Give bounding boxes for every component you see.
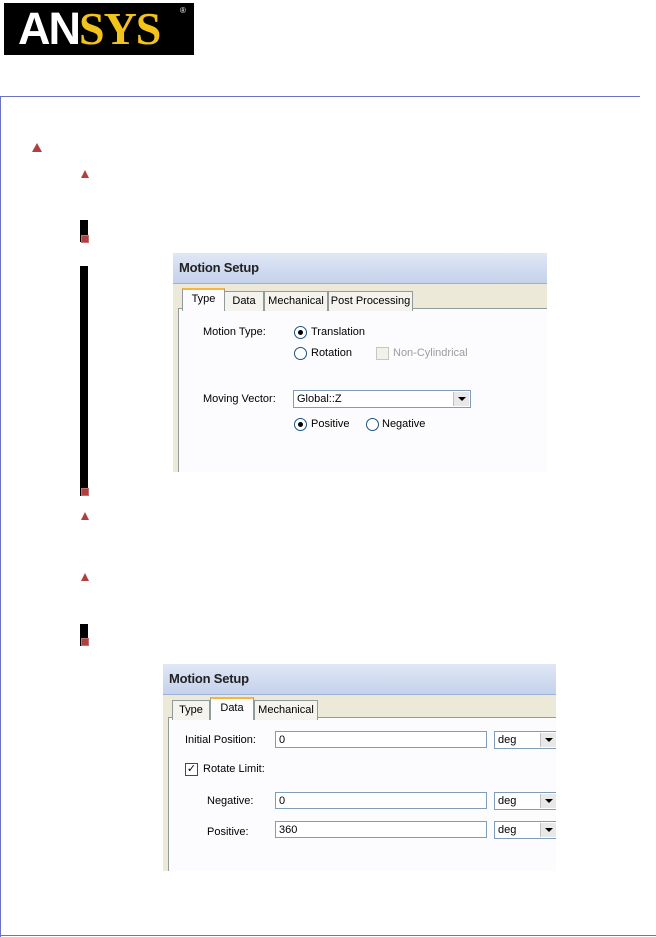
positive-limit-field[interactable]: 360 [275,821,487,838]
positive-label: Positive [311,418,350,430]
dialog-titlebar [173,253,547,284]
unit-value: deg [498,795,517,807]
negative-label: Negative [382,418,426,430]
non-cylindrical-label: Non-Cylindrical [393,347,468,359]
tab-data[interactable]: Data [224,291,264,311]
chevron-down-icon[interactable] [540,823,556,837]
positive-limit-label: Positive: [207,826,249,838]
negative-limit-field[interactable]: 0 [275,792,487,809]
tab-mechanical[interactable]: Mechanical [264,291,328,311]
logo-wordmark: ANSYS [18,3,161,54]
initial-position-unit-select[interactable] [494,731,556,749]
bullet-icon [81,512,89,520]
negative-radio[interactable] [366,418,379,431]
dialog-title: Motion Setup [179,260,259,275]
registered-mark: ® [180,6,186,15]
positive-radio[interactable] [294,418,307,431]
ansys-logo [4,3,194,55]
rotate-limit-label: Rotate Limit: [203,763,265,775]
chevron-down-icon[interactable] [453,392,469,406]
rotation-radio[interactable] [294,347,307,360]
positive-limit-unit-select[interactable] [494,821,556,839]
footer-rule [0,935,656,936]
bullet-icon [32,143,42,152]
tab-mechanical[interactable]: Mechanical [254,700,318,720]
initial-position-label: Initial Position: [185,734,256,746]
motion-setup-dialog-type [173,253,547,472]
chevron-down-icon[interactable] [540,733,556,747]
negative-limit-label: Negative: [207,795,254,807]
tab-type[interactable]: Type [182,288,225,311]
non-cylindrical-checkbox[interactable] [376,347,389,360]
tab-type[interactable]: Type [172,700,210,720]
negative-limit-unit-select[interactable] [494,792,556,810]
chevron-down-icon[interactable] [540,794,556,808]
tab-post-processing[interactable]: Post Processing [328,291,413,311]
bullet-icon [81,488,89,496]
left-rule [0,96,1,937]
initial-position-field[interactable]: 0 [275,731,487,748]
unit-value: deg [498,824,517,836]
translation-radio[interactable] [294,326,307,339]
bullet-icon [81,638,89,646]
unit-value: deg [498,734,517,746]
moving-vector-select[interactable] [293,390,471,408]
translation-label: Translation [311,326,366,338]
moving-vector-label: Moving Vector: [203,393,276,405]
rotate-limit-checkbox[interactable]: ✓ [186,763,197,775]
bullet-icon [81,573,89,581]
bullet-bar [80,266,88,496]
header-rule [0,96,640,97]
moving-vector-value: Global::Z [297,393,342,405]
rotation-label: Rotation [311,347,352,359]
motion-type-label: Motion Type: [203,326,266,338]
bullet-icon [81,235,89,243]
dialog-titlebar [163,664,556,695]
motion-setup-dialog-data [163,664,556,871]
dialog-title: Motion Setup [169,671,249,686]
bullet-icon [81,170,89,178]
tab-data[interactable]: Data [210,697,254,720]
